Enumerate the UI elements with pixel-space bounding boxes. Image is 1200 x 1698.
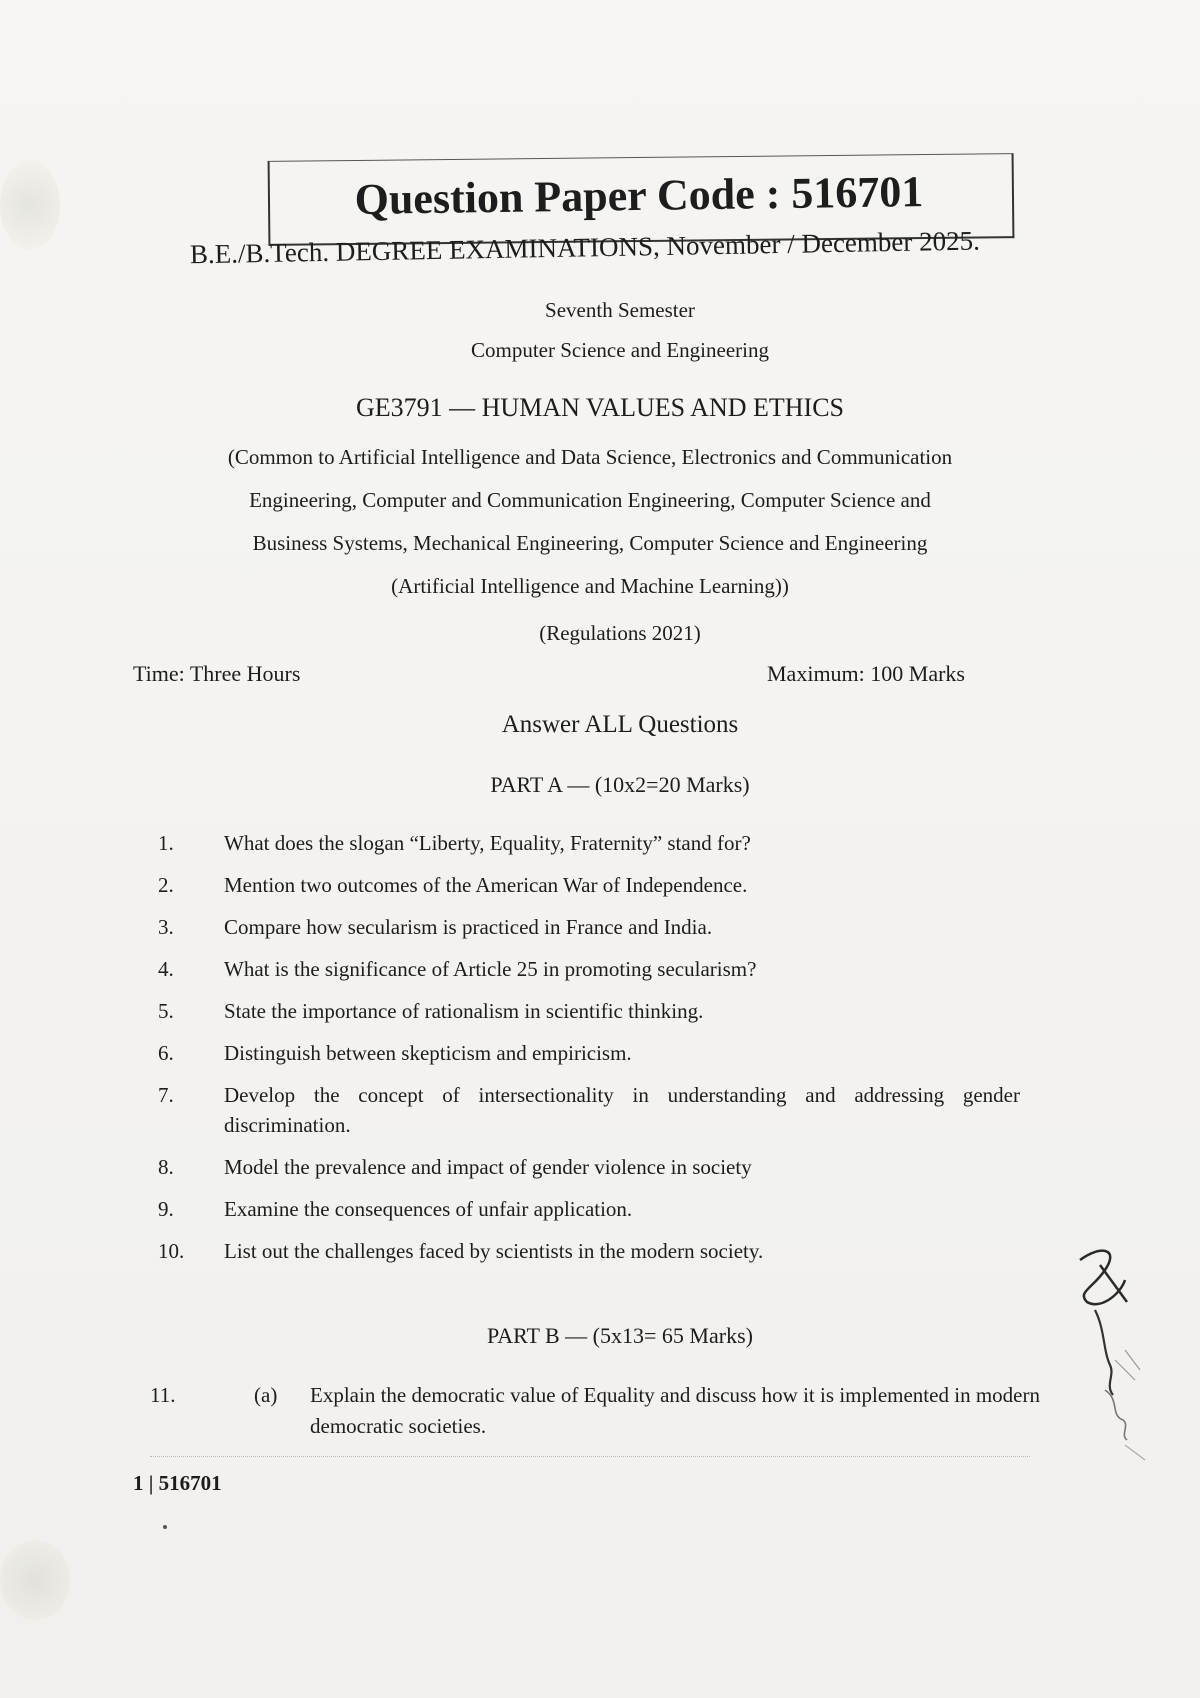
question-item: [150, 870, 1020, 900]
question-number: 1.: [158, 831, 174, 855]
maximum-marks: Maximum: 100 Marks: [767, 661, 965, 686]
question-item: [150, 954, 1020, 984]
department: Computer Science and Engineering: [471, 338, 769, 362]
divider: [150, 1456, 1030, 1457]
scan-mark: [163, 1525, 167, 1529]
question-number: 8.: [158, 1155, 174, 1179]
question-number: 2.: [158, 873, 174, 897]
question-number: 3.: [158, 915, 174, 939]
exam-duration: Time: Three Hours: [133, 661, 301, 686]
exam-title: B.E./B.Tech. DEGREE EXAMINATIONS, November / December 2025.: [189, 225, 981, 270]
question-item: [150, 1380, 1040, 1442]
part-a-title: PART A — (10x2=20 Marks): [490, 772, 750, 797]
scan-smudge: [0, 1540, 70, 1620]
paper-code-title: Question Paper Code : 516701: [354, 167, 924, 224]
question-item: [150, 828, 1020, 858]
question-item: [150, 996, 1020, 1026]
question-item: [150, 1236, 1020, 1266]
question-text: Compare how secularism is practiced in France and India.: [224, 915, 713, 939]
semester: Seventh Semester: [545, 298, 695, 322]
question-text: Distinguish between skepticism and empiricism.: [224, 1041, 632, 1065]
question-text: Explain the democratic value of Equality and discuss how it is implemented in modern democratic societies.: [310, 1383, 1040, 1438]
question-number: 9.: [158, 1197, 174, 1221]
page-footer: 1 | 516701: [133, 1471, 222, 1495]
regulations: (Regulations 2021): [539, 621, 701, 645]
question-item: [150, 912, 1020, 942]
question-text: Examine the consequences of unfair application.: [224, 1197, 633, 1221]
common-line: Engineering, Computer and Communication Engineering, Computer Science and: [249, 488, 931, 512]
question-text: Mention two outcomes of the American War of Independence.: [224, 873, 748, 897]
common-line: (Common to Artificial Intelligence and Data Science, Electronics and Communication: [227, 445, 953, 469]
question-text: Develop the concept of intersectionality in understanding and addressing gender discrimination.: [224, 1083, 1020, 1137]
common-to-programs: [140, 436, 1040, 608]
question-subpart: (a): [254, 1383, 278, 1407]
common-line: (Artificial Intelligence and Machine Learning)): [391, 574, 789, 598]
scan-smudge: [0, 160, 60, 250]
question-item: [150, 1194, 1020, 1224]
course-title: GE3791 — HUMAN VALUES AND ETHICS: [355, 393, 844, 422]
question-item: [150, 1152, 1020, 1182]
handwritten-signature: [1065, 1240, 1160, 1470]
question-number: 7.: [158, 1083, 174, 1107]
part-a-questions: [150, 828, 1020, 1278]
question-text: What is the significance of Article 25 in promoting secularism?: [224, 957, 757, 981]
question-text: List out the challenges faced by scientists in the modern society.: [224, 1239, 764, 1263]
common-line: Business Systems, Mechanical Engineering, Computer Science and Engineering: [252, 531, 928, 555]
question-number: 10.: [158, 1239, 185, 1263]
part-b-title: PART B — (5x13= 65 Marks): [487, 1323, 753, 1348]
question-number: 11.: [150, 1383, 176, 1407]
question-text: State the importance of rationalism in scientific thinking.: [224, 999, 704, 1023]
question-number: 5.: [158, 999, 174, 1023]
question-item: [150, 1038, 1020, 1068]
question-text: What does the slogan “Liberty, Equality, Fraternity” stand for?: [224, 831, 751, 855]
question-item: [150, 1080, 1020, 1140]
instruction: Answer ALL Questions: [501, 711, 739, 738]
question-text: Model the prevalence and impact of gender violence in society: [224, 1155, 752, 1179]
question-number: 4.: [158, 957, 174, 981]
question-number: 6.: [158, 1041, 174, 1065]
